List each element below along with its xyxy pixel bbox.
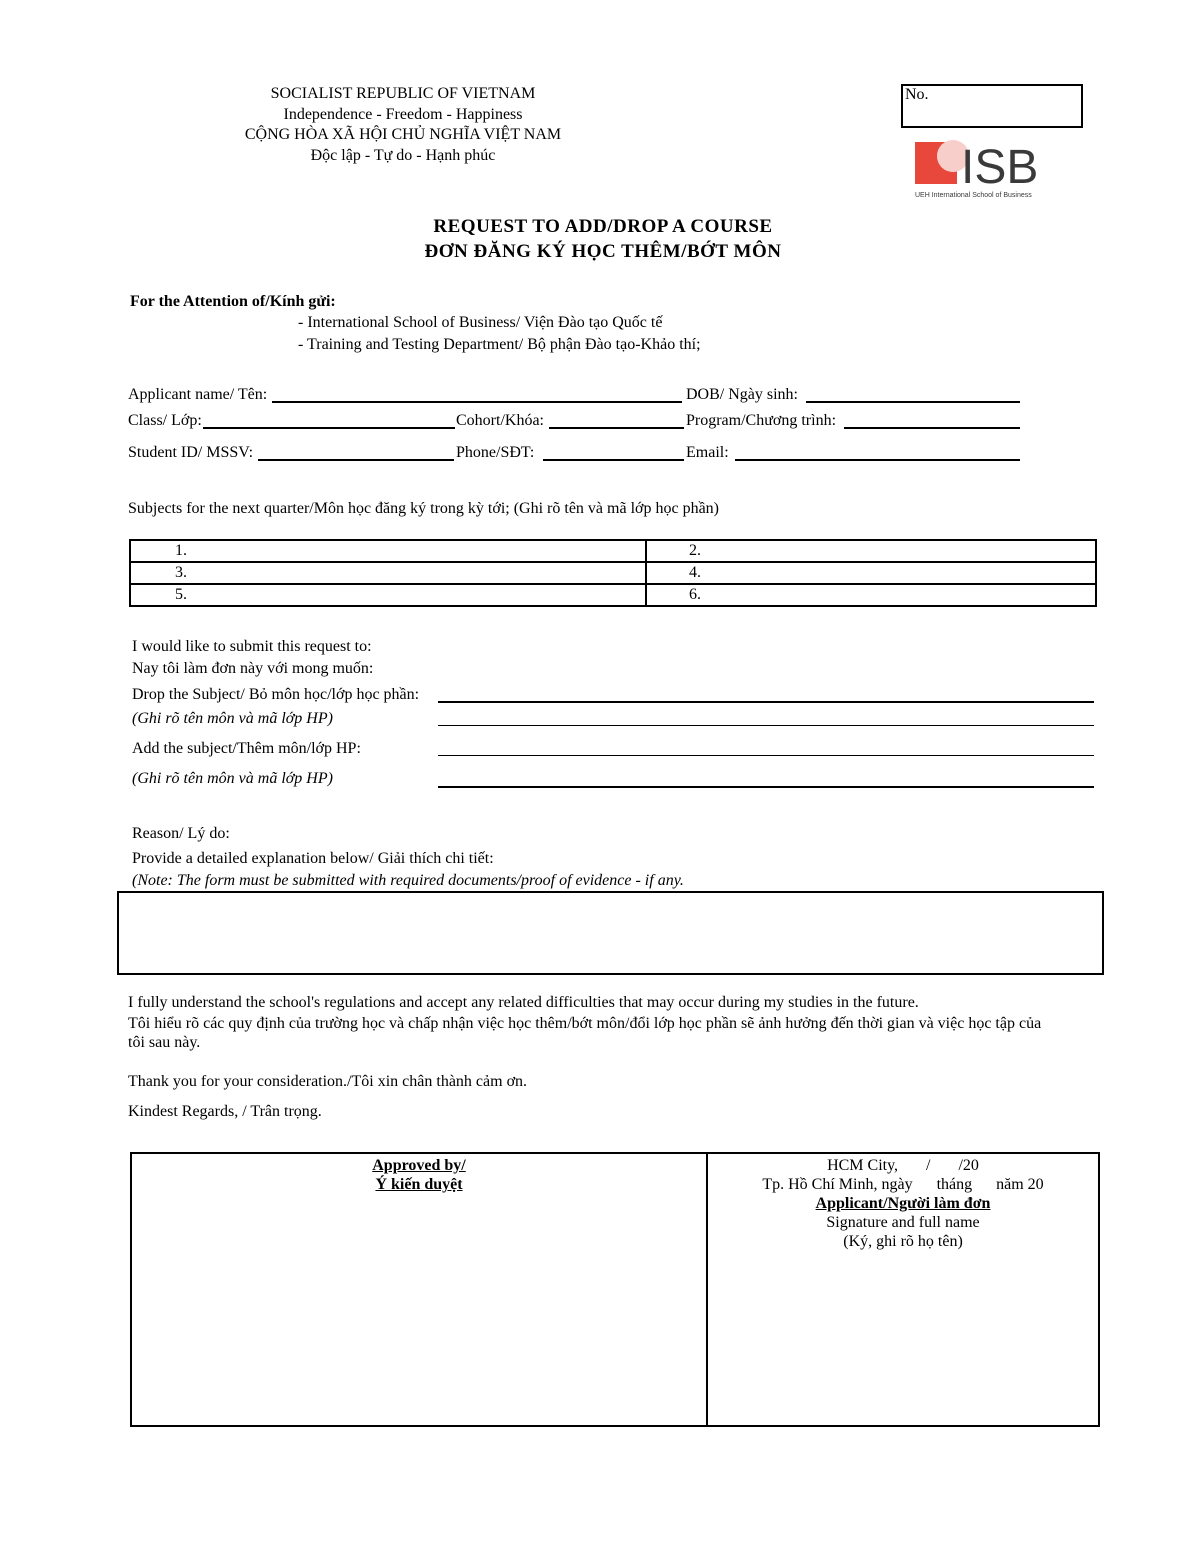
title-en: REQUEST TO ADD/DROP A COURSE bbox=[433, 216, 773, 237]
table-row bbox=[130, 584, 1096, 606]
logo-text: ISB bbox=[961, 141, 1039, 194]
student-id-field[interactable] bbox=[258, 459, 454, 461]
add-field-2[interactable] bbox=[438, 786, 1094, 788]
reason-label: Reason/ Lý do: bbox=[132, 825, 230, 842]
approved-by-label: Approved by/ bbox=[372, 1157, 466, 1174]
isb-logo bbox=[913, 140, 1063, 200]
reason-note: (Note: The form must be submitted with required documents/proof of evidence - if any. bbox=[132, 872, 684, 889]
subject-cell[interactable]: 5. bbox=[130, 584, 646, 606]
statement-en: I fully understand the school's regulations and accept any related difficulties that may occur during my studies in the future. bbox=[128, 994, 919, 1011]
student-id-label: Student ID/ MSSV: bbox=[128, 444, 254, 461]
applicant-label: Applicant/Người làm đơn bbox=[815, 1195, 991, 1212]
drop-note: (Ghi rõ tên môn và mã lớp HP) bbox=[132, 710, 333, 727]
approval-table bbox=[130, 1152, 1100, 1427]
cohort-label: Cohort/Khóa: bbox=[456, 412, 544, 429]
reason-textarea[interactable] bbox=[117, 891, 1104, 975]
subject-cell[interactable]: 3. bbox=[130, 562, 646, 584]
statement-vi-line1: Tôi hiểu rõ các quy định của trường học và chấp nhận việc học thêm/bớt môn/đổi lớp học phần sẽ ảnh hưởng đến thời gian và việc học tập của bbox=[128, 1015, 1042, 1032]
date-vi-line: Tp. Hồ Chí Minh, ngày tháng năm 20 bbox=[762, 1176, 1044, 1193]
program-field[interactable] bbox=[844, 427, 1020, 429]
subjects-label: Subjects for the next quarter/Môn học đăng ký trong kỳ tới; (Ghi rõ tên và mã lớp học phần) bbox=[128, 500, 720, 517]
applicant-name-label: Applicant name/ Tên: bbox=[128, 386, 268, 403]
dob-field[interactable] bbox=[806, 401, 1020, 403]
phone-label: Phone/SĐT: bbox=[456, 444, 535, 461]
approval-column[interactable] bbox=[132, 1156, 706, 1194]
drop-field-2[interactable] bbox=[438, 725, 1094, 726]
signature-label: Signature and full name bbox=[826, 1214, 980, 1231]
add-field[interactable] bbox=[438, 755, 1094, 756]
class-label: Class/ Lớp: bbox=[128, 412, 202, 429]
title-vi: ĐƠN ĐĂNG KÝ HỌC THÊM/BỚT MÔN bbox=[424, 241, 782, 262]
number-label: No. bbox=[905, 86, 929, 103]
drop-field[interactable] bbox=[438, 701, 1094, 703]
table-row bbox=[130, 540, 1096, 562]
email-field[interactable] bbox=[735, 459, 1020, 461]
program-label: Program/Chương trình: bbox=[686, 412, 837, 429]
recipient-2: - Training and Testing Department/ Bộ phận Đào tạo-Khảo thí; bbox=[298, 336, 701, 353]
opinion-label: Ý kiến duyệt bbox=[375, 1176, 463, 1193]
isb-logo-icon bbox=[913, 140, 1063, 200]
statement-vi-line2: tôi sau này. bbox=[128, 1034, 201, 1051]
drop-label: Drop the Subject/ Bỏ môn học/lớp học phần: bbox=[132, 686, 420, 703]
thanks-text: Thank you for your consideration./Tôi xin chân thành cảm ơn. bbox=[128, 1073, 528, 1090]
applicant-column[interactable] bbox=[708, 1156, 1098, 1251]
add-label: Add the subject/Thêm môn/lớp HP: bbox=[132, 740, 361, 757]
phone-field[interactable] bbox=[543, 459, 684, 461]
country-en: SOCIALIST REPUBLIC OF VIETNAM bbox=[270, 85, 536, 102]
dob-label: DOB/ Ngày sinh: bbox=[686, 386, 798, 403]
number-box[interactable] bbox=[901, 84, 1083, 128]
email-label: Email: bbox=[686, 444, 729, 461]
request-intro-en: I would like to submit this request to: bbox=[132, 638, 372, 655]
table-row bbox=[130, 562, 1096, 584]
motto-vi: Độc lập - Tự do - Hạnh phúc bbox=[310, 147, 496, 164]
subject-cell[interactable]: 6. bbox=[646, 584, 1096, 606]
cohort-field[interactable] bbox=[549, 427, 684, 429]
signature-vi-label: (Ký, ghi rõ họ tên) bbox=[843, 1233, 963, 1250]
logo-subtext: UEH International School of Business bbox=[915, 192, 1032, 199]
subjects-table bbox=[129, 539, 1097, 607]
country-vi: CỘNG HÒA XÃ HỘI CHỦ NGHĨA VIỆT NAM bbox=[244, 126, 562, 143]
attention-label: For the Attention of/Kính gửi: bbox=[130, 293, 336, 310]
add-note: (Ghi rõ tên môn và mã lớp HP) bbox=[132, 770, 333, 787]
applicant-name-field[interactable] bbox=[272, 401, 682, 403]
subject-cell[interactable]: 4. bbox=[646, 562, 1096, 584]
city-date-line: HCM City, / /20 bbox=[827, 1157, 979, 1174]
recipient-1: - International School of Business/ Viện Đào tạo Quốc tế bbox=[298, 314, 663, 331]
request-intro-vi: Nay tôi làm đơn này với mong muốn: bbox=[132, 660, 374, 677]
motto-en: Independence - Freedom - Happiness bbox=[283, 106, 523, 123]
regards-text: Kindest Regards, / Trân trọng. bbox=[128, 1103, 322, 1120]
class-field[interactable] bbox=[203, 427, 455, 429]
subject-cell[interactable]: 2. bbox=[646, 540, 1096, 562]
subject-cell[interactable]: 1. bbox=[130, 540, 646, 562]
reason-detail: Provide a detailed explanation below/ Giải thích chi tiết: bbox=[132, 850, 494, 867]
